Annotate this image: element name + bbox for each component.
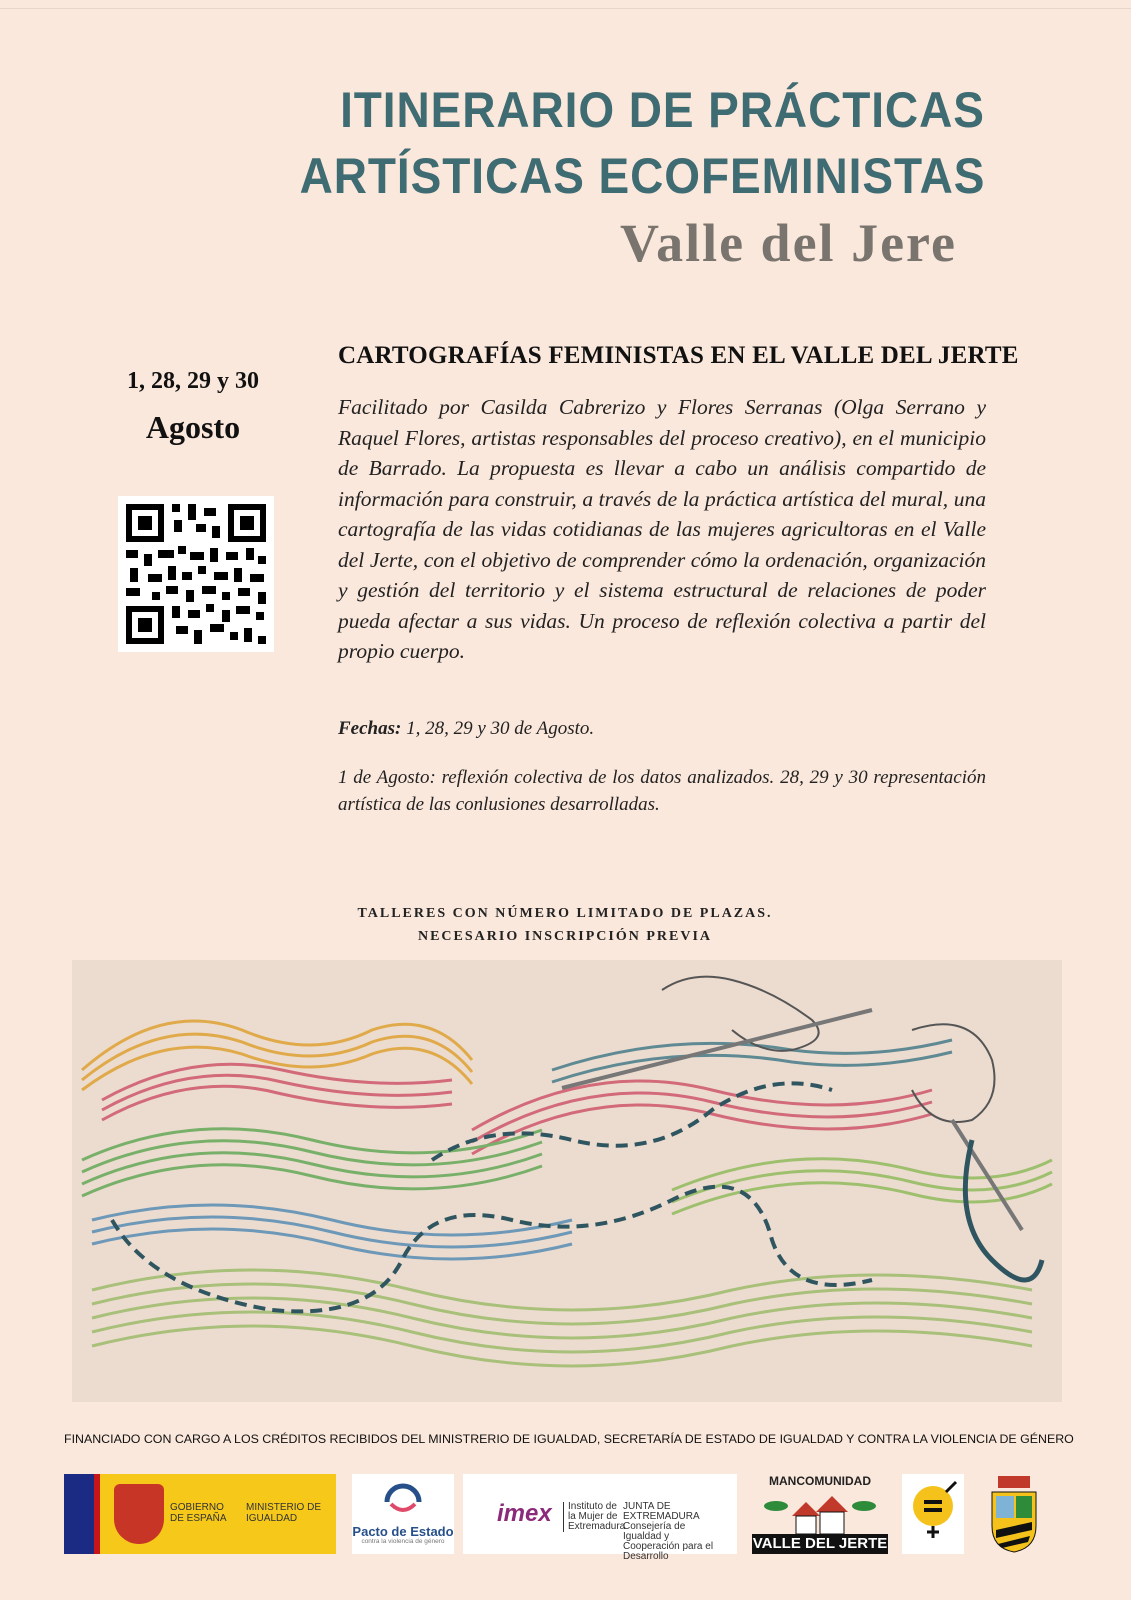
registration-notice bbox=[260, 902, 870, 948]
workshop-title: CARTOGRAFÍAS FEMINISTAS EN EL VALLE DEL JERTE bbox=[338, 342, 1019, 369]
equality-symbol-icon bbox=[902, 1474, 964, 1554]
village-houses-icon bbox=[762, 1490, 878, 1534]
knitted-landscape-graphic bbox=[72, 960, 1062, 1402]
poster-subtitle: Valle del Jere bbox=[620, 213, 957, 273]
imex-junta-logo bbox=[463, 1474, 737, 1562]
dates-block bbox=[118, 368, 268, 446]
valle-jerte-label: VALLE DEL JERTE bbox=[752, 1535, 888, 1552]
mancomunidad-label: MANCOMUNIDAD bbox=[769, 1474, 871, 1488]
ministerio-label: MINISTERIO DE IGUALDAD bbox=[246, 1502, 322, 1524]
dates-month: Agosto bbox=[145, 409, 241, 445]
mancomunidad-logo bbox=[752, 1474, 888, 1554]
imex-institute: Instituto de la Mujer de Extremadura bbox=[563, 1502, 624, 1532]
pacto-subtitle: contra la violencia de género bbox=[361, 1538, 445, 1545]
shield-icon bbox=[988, 1474, 1040, 1554]
workshop-description: Facilitado por Casilda Cabrerizo y Flores Serranas (Olga Serrano y Raquel Flores, artistas responsables del proceso creativo), en el municipio de Barrado. La propuesta es llevar a cabo un análisis compartido de información para construir, a través de la práctica artística del mural, una cartografía de las vidas cotidianas de las mujeres agricultoras en el Valle del Jerte, con el objetivo de comprender cómo la ordenación, organización y gestión del territorio y el sistema estructural de relaciones de poder pueda afectar a sus vidas. Un proceso de reflexión colectiva a partir del propio cuerpo. bbox=[338, 395, 986, 663]
workshop-dates-label: Fechas: bbox=[338, 718, 402, 739]
municipal-shield-logo bbox=[988, 1474, 1040, 1554]
gobierno-espana-logo bbox=[64, 1474, 336, 1554]
workshop-dates bbox=[338, 718, 594, 740]
notice-line-2: NECESARIO INSCRIPCIÓN PREVIA bbox=[417, 929, 713, 944]
workshop-dates-value: 1, 28, 29 y 30 de Agosto. bbox=[406, 718, 595, 739]
qr-code-graphic bbox=[118, 496, 274, 652]
pacto-title: Pacto de Estado bbox=[352, 1524, 454, 1539]
pacto-smile-icon bbox=[381, 1480, 425, 1520]
gobierno-label: GOBIERNO DE ESPAÑA bbox=[170, 1502, 227, 1524]
poster-title-line-1: ITINERARIO DE PRÁCTICAS bbox=[340, 82, 985, 138]
oficina-igualdad-logo bbox=[902, 1474, 964, 1554]
top-rule bbox=[0, 8, 1131, 9]
poster-title-line-2: ARTÍSTICAS ECOFEMINISTAS bbox=[299, 148, 985, 204]
pacto-estado-logo bbox=[352, 1474, 454, 1554]
dates-days: 1, 28, 29 y 30 bbox=[127, 368, 259, 394]
landscape-illustration bbox=[72, 960, 1062, 1402]
coat-of-arms-icon bbox=[114, 1484, 164, 1544]
imex-wordmark: imex bbox=[497, 1500, 552, 1527]
junta-label: JUNTA DE EXTREMADURA Consejería de Igualdad y Cooperación para el Desarrollo bbox=[623, 1501, 714, 1562]
qr-code[interactable] bbox=[118, 496, 274, 652]
workshop-agenda: 1 de Agosto: reflexión colectiva de los datos analizados. 28, 29 y 30 representación artística de las conlusiones desarrolladas. bbox=[338, 767, 986, 815]
funding-statement: FINANCIADO CON CARGO A LOS CRÉDITOS RECIBIDOS DEL MINISTRERIO DE IGUALDAD, SECRETARÍA DE ESTADO DE IGUALDAD Y CONTRA LA VIOLENCIA DE GÉNERO bbox=[64, 1432, 1074, 1446]
notice-line-1: TALLERES CON NÚMERO LIMITADO DE PLAZAS. bbox=[357, 906, 773, 921]
eu-stars-strip bbox=[64, 1474, 94, 1554]
flag-stripe bbox=[94, 1474, 100, 1554]
